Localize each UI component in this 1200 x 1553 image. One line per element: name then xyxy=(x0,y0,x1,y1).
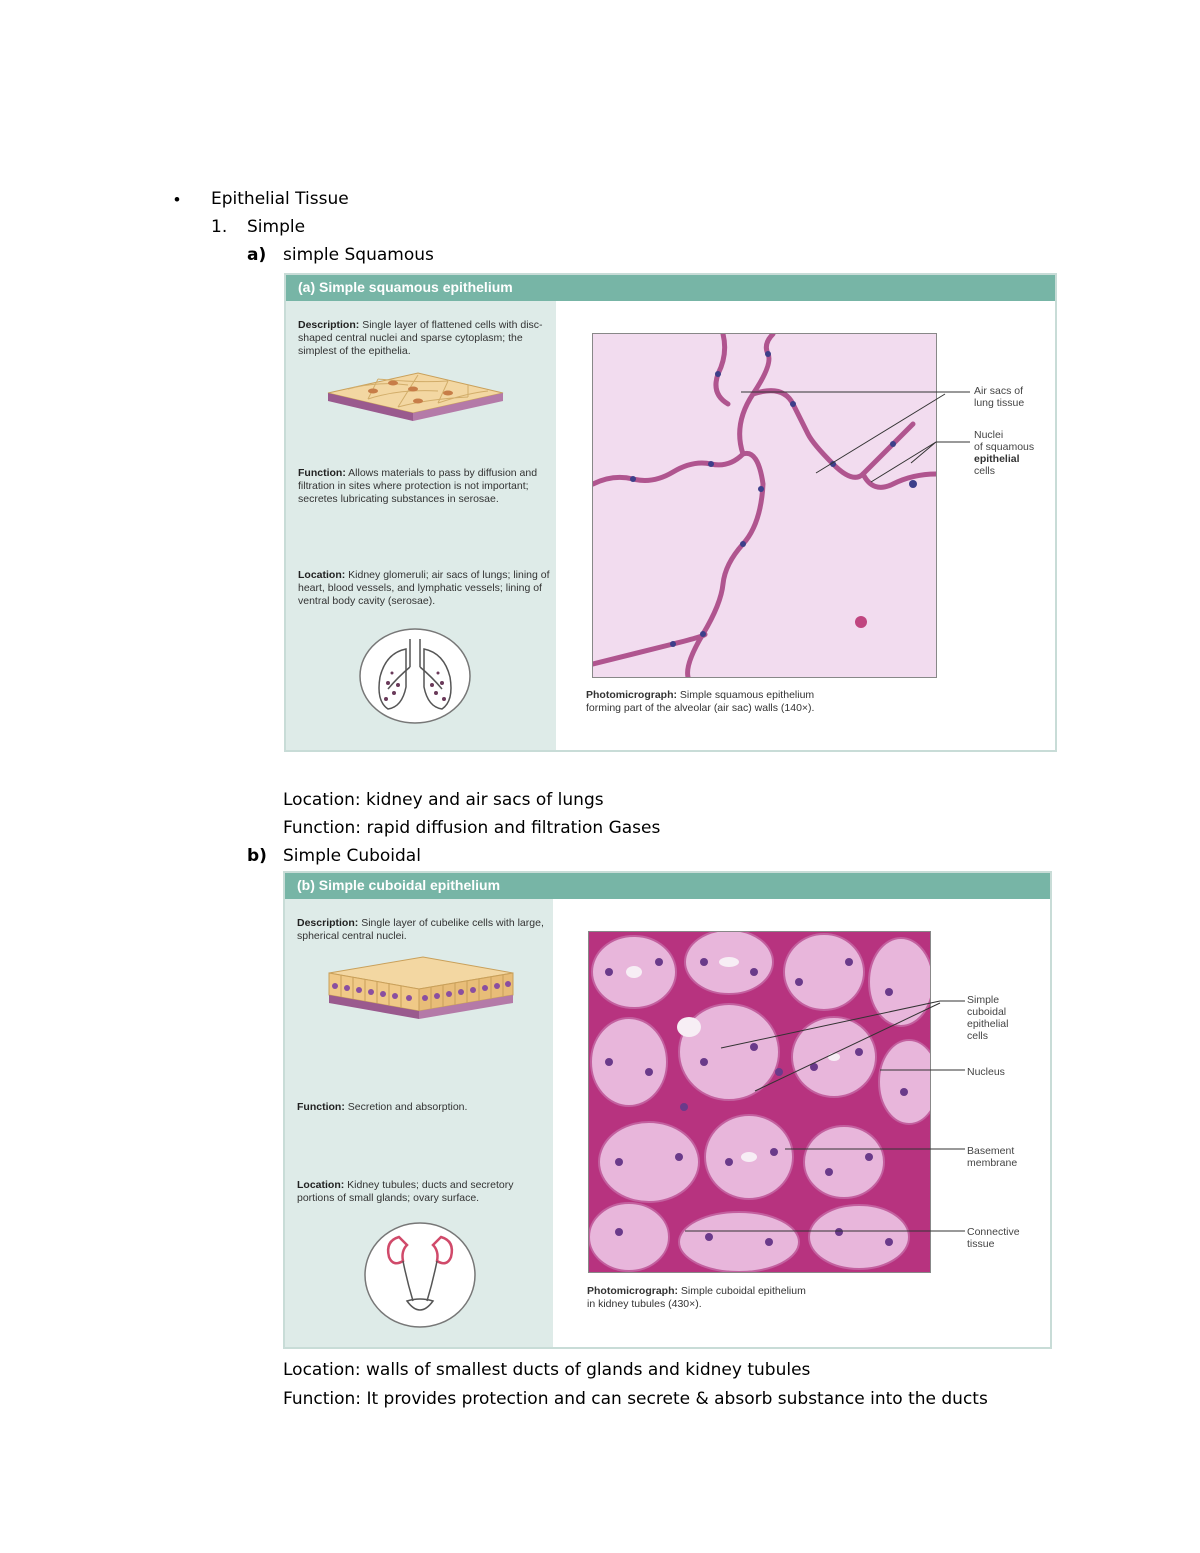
outline-level1-marker: 1. xyxy=(211,217,228,237)
outline-item-a-marker: a) xyxy=(247,245,267,265)
figure-b-function-label: Function: xyxy=(297,1101,345,1113)
figure-a-caption: Photomicrograph: Simple squamous epithelium forming part of the alveolar (air sac) walls (140×). xyxy=(586,689,815,714)
notes-b-function: Function: It provides protection and can secrete & absorb substance into the ducts xyxy=(283,1389,988,1409)
figure-a-caption-label: Photomicrograph: xyxy=(586,689,677,701)
figure-b-caption-label: Photomicrograph: xyxy=(587,1285,678,1297)
figure-a-title: (a) Simple squamous epithelium xyxy=(298,279,513,295)
notes-a-function: Function: rapid diffusion and filtration Gases xyxy=(283,818,661,838)
outline-item-b-text: Simple Cuboidal xyxy=(283,846,421,866)
figure-b-title: (b) Simple cuboidal epithelium xyxy=(297,877,501,893)
outline-level1-text: Simple xyxy=(247,217,306,237)
figure-a-function-text: Allows materials to pass by diffusion and filtration in sites where protection is not important; secretes lubricating substances in serosae. xyxy=(298,467,538,505)
figure-simple-squamous xyxy=(284,273,1057,752)
bullet-icon: • xyxy=(174,190,180,209)
figure-a-description-label: Description: xyxy=(298,319,360,331)
notes-a-location: Location: kidney and air sacs of lungs xyxy=(283,790,604,810)
figure-b-label-nucleus: Nucleus xyxy=(967,1066,1005,1078)
notes-b-location: Location: walls of smallest ducts of glands and kidney tubules xyxy=(283,1360,811,1380)
figure-a-label-nuclei: Nuclei of squamous epithelial cells xyxy=(974,429,1035,477)
figure-b-location-text: Kidney tubules; ducts and secretory portions of small glands; ovary surface. xyxy=(297,1179,514,1204)
figure-b-function-text: Secretion and absorption. xyxy=(347,1101,468,1113)
figure-b-label-connective-tissue: Connective tissue xyxy=(967,1226,1020,1250)
figure-b-description-text: Single layer of cubelike cells with large, spherical central nuclei. xyxy=(297,917,544,942)
figure-b-caption: Photomicrograph: Simple cuboidal epithelium in kidney tubules (430×). xyxy=(587,1285,806,1310)
figure-a-location-label: Location: xyxy=(298,569,346,581)
figure-a-leader-lines xyxy=(286,275,1059,754)
outline-item-a-text: simple Squamous xyxy=(283,245,434,265)
figure-a-description-text: Single layer of flattened cells with disc-shaped central nuclei and sparse cytoplasm; the simplest of the epithelia. xyxy=(298,319,543,357)
figure-a-function-label: Function: xyxy=(298,467,346,479)
figure-simple-cuboidal xyxy=(283,871,1052,1349)
figure-b-description-label: Description: xyxy=(297,917,359,929)
figure-b-label-basement-membrane: Basement membrane xyxy=(967,1145,1018,1169)
figure-a-label-air-sacs: Air sacs of lung tissue xyxy=(974,385,1025,409)
figure-b-location-label: Location: xyxy=(297,1179,345,1191)
figure-b-leader-lines xyxy=(285,873,1054,1351)
figure-a-location-text: Kidney glomeruli; air sacs of lungs; lining of heart, blood vessels, and lymphatic vessels; lining of ventral body cavity (serosae). xyxy=(298,569,550,607)
outline-bullet-item: Epithelial Tissue xyxy=(211,189,349,209)
figure-b-label-cuboidal-cells: Simple cuboidal epithelial cells xyxy=(967,994,1009,1042)
outline-item-b-marker: b) xyxy=(247,846,267,866)
